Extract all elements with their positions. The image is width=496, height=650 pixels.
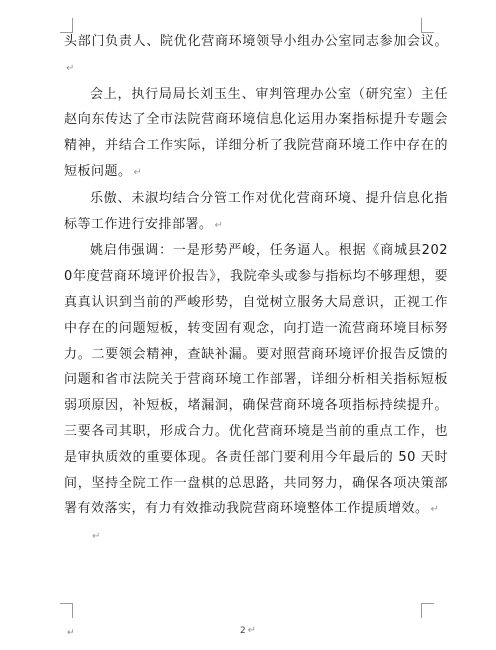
crop-mark-bottom-right <box>421 603 434 618</box>
paragraph-mark-icon: ↵ <box>214 219 223 231</box>
paragraph-mark-icon: ↵ <box>430 504 439 516</box>
paragraph-text: 姚启伟强调：一是形势严峻，任务逼人。根据《商城县2020年度营商环境评价报告》，我院牵头或参与指标均不够理想，要真真认识到当前的严峻形势，自觉树立服务大局意识，正视工作中存在的问题短板，转变固有观念，向打造一流营商环境目标努力。二要领会精神，查缺补漏。要对照营商环境评价报告反馈的问题和省市法院关于营商环境工作部署，详细分析相关指标短板弱项原因，补短板，堵漏洞，确保营商环境各项指标持续提升。三要各司其职，形成合力。优化营商环境是当前的重点工作，也是审执质效的重要体现。各责任部门要利用今年最后的 50 天时间，坚持全院工作一盘棋的总思路，共同努力，确保各项决策部署有效落实，有力有效推动我院营商环境整体工作提质增效。 <box>64 243 448 517</box>
paragraph-mark-icon: ↵ <box>133 166 142 178</box>
paragraph-4[interactable] <box>64 238 448 523</box>
paragraph-mark-icon: ↵ <box>66 62 75 74</box>
paragraph-text: 头部门负责人、院优化营商环境领导小组办公室同志参加会议。 <box>64 34 448 49</box>
paragraph-3[interactable] <box>64 186 448 239</box>
footer-paragraph-mark-icon: ↵ <box>67 628 75 638</box>
crop-mark-bottom-left <box>60 603 73 618</box>
paragraph-2[interactable] <box>64 82 448 186</box>
page-number: 2 ↵ <box>239 625 257 636</box>
paragraph-1[interactable] <box>64 29 448 82</box>
paragraph-text: 会上，执行局局长刘玉生、审判管理办公室（研究室）主任赵向东传达了全市法院营商环境信息化运用办案指标提升专题会精神，并结合工作实际，详细分析了我院营商环境工作中存在的短板问题。 <box>64 86 448 179</box>
paragraph-mark-icon: ↵ <box>247 625 257 636</box>
paragraph-mark-icon: ↵ <box>92 531 101 543</box>
paragraph-5-empty[interactable] <box>64 523 448 550</box>
paragraph-text: 乐傲、未淑均结合分管工作对优化营商环境、提升信息化指标等工作进行安排部署。 <box>64 190 448 232</box>
document-body[interactable] <box>64 29 448 550</box>
